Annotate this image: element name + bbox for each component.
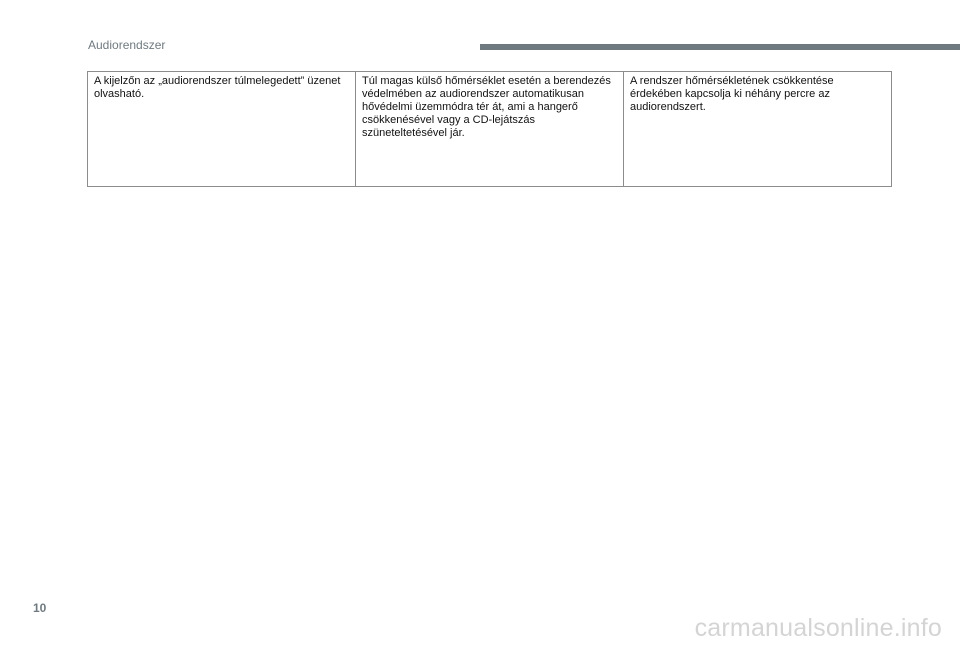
section-title: Audiorendszer (88, 38, 166, 52)
table-row (88, 72, 892, 187)
symptom-cell: A kijelzőn az „audiorendszer túlmelegedett” üzenet olvasható. (88, 72, 356, 187)
page-number: 10 (33, 601, 47, 615)
troubleshooting-table (87, 71, 892, 187)
solution-cell: A rendszer hőmérsékletének csökkentése érdekében kapcsolja ki néhány percre az audiorendszert. (624, 72, 892, 187)
cause-cell: Túl magas külső hőmérséklet esetén a berendezés védelmében az audiorendszer automatikusan hővédelmi üzemmódra tér át, ami a hangerő csökkenésével vagy a CD-lejátszás szüneteltetésével jár. (356, 72, 624, 187)
watermark: carmanualsonline.info (694, 614, 942, 642)
header-bar (480, 44, 960, 50)
